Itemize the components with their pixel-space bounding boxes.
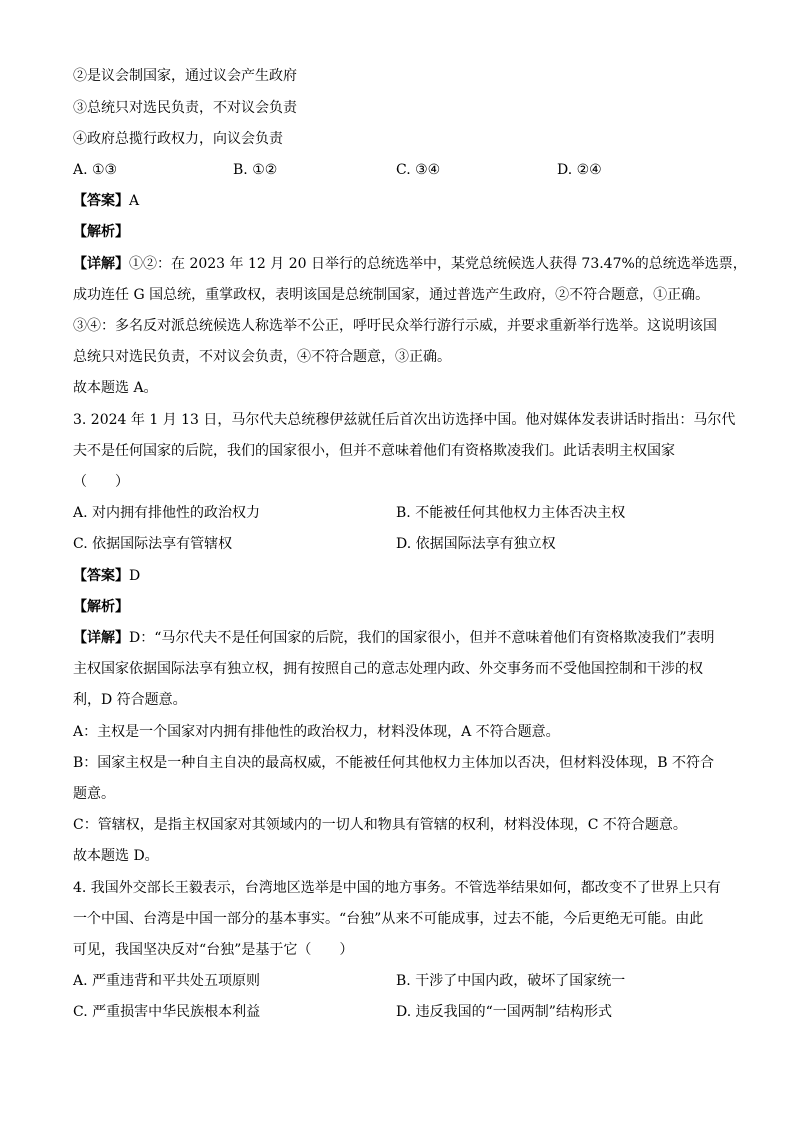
q2-option-d: D. ②④: [557, 162, 602, 178]
q2-item-4: ④政府总揽行政权力，向议会负责: [73, 131, 283, 147]
q4-option-a: A. 严重违背和平共处五项原则: [73, 973, 261, 989]
detail-tag: 【详解】: [73, 256, 129, 272]
q4-option-b: B. 干涉了中国内政，破坏了国家统一: [396, 973, 626, 989]
q2-item-3: ③总统只对选民负责，不对议会负责: [73, 100, 297, 116]
q2-analysis-tag: 【解析】: [73, 224, 129, 240]
q2-detail-line-2: 成功连任 G 国总统，重掌政权，表明该国是总统制国家，通过普选产生政府，②不符合题意，①正确。: [73, 287, 710, 303]
answer-tag: 【答案】: [73, 568, 129, 584]
q3-analysis-tag: 【解析】: [73, 599, 129, 615]
q3-option-a: A. 对内拥有排他性的政治权力: [73, 505, 261, 521]
answer-tag: 【答案】: [73, 193, 129, 209]
q2-option-b: B. ①②: [233, 162, 278, 178]
q3-stem-line-1: 3. 2024 年 1 月 13 日，马尔代夫总统穆伊兹就任后首次出访选择中国。他对媒体发表讲话时指出：马尔代: [73, 412, 736, 428]
q3-detail-line-1: [73, 628, 733, 648]
q3-explain-c: C：管辖权，是指主权国家对其领域内的一切人和物具有管辖的权利，材料没体现，C 不符合题意。: [73, 817, 687, 833]
q3-option-c: C. 依据国际法享有管辖权: [73, 536, 233, 552]
q2-answer-line: [73, 191, 733, 211]
q3-conclusion: 故本题选 D。: [73, 848, 159, 864]
q2-option-c: C. ③④: [396, 162, 441, 178]
q2-item-2: ②是议会制国家，通过议会产生政府: [73, 68, 297, 84]
q4-option-c: C. 严重损害中华民族根本利益: [73, 1004, 261, 1020]
q4-stem-line-3: 可见，我国坚决反对“台独”是基于它（ ）: [73, 942, 354, 958]
q4-stem-line-2: 一个中国、台湾是中国一部分的基本事实。“台独”从来不可能成事，过去不能，今后更绝无可能。由此: [73, 911, 704, 927]
q4-option-d: D. 违反我国的“一国两制”结构形式: [396, 1004, 612, 1020]
q2-detail-text-1: ①②：在 2023 年 12 月 20 日举行的总统选举中，某党总统候选人获得 73.47%的总统选举选票，: [129, 256, 747, 272]
q3-option-b: B. 不能被任何其他权力主体否决主权: [396, 505, 626, 521]
q3-explain-b-2: 题意。: [73, 786, 115, 802]
q3-stem-paren: （ ）: [73, 474, 129, 490]
q2-detail-line-1: [73, 254, 747, 274]
q3-answer-line: [73, 566, 733, 586]
q2-conclusion: 故本题选 A。: [73, 380, 158, 396]
q3-stem-line-2: 夫不是任何国家的后院，我们的国家很小，但并不意味着他们有资格欺凌我们。此话表明主权国家: [73, 443, 675, 459]
q3-explain-b-1: B：国家主权是一种自主自决的最高权威，不能被任何其他权力主体加以否决，但材料没体现，B 不符合: [73, 755, 715, 771]
q2-option-a: A. ①③: [73, 162, 118, 178]
q2-detail-line-4: 总统只对选民负责，不对议会负责，④不符合题意，③正确。: [73, 349, 451, 365]
q2-detail-line-3: ③④：多名反对派总统候选人称选举不公正，呼吁民众举行游行示威，并要求重新举行选举。这说明该国: [73, 318, 717, 334]
q3-detail-line-3: 利，D 符合题意。: [73, 692, 187, 708]
q3-detail-text-1: D：“马尔代夫不是任何国家的后院，我们的国家很小，但并不意味着他们有资格欺凌我们”表明: [129, 630, 715, 646]
q3-option-d: D. 依据国际法享有独立权: [396, 536, 556, 552]
q3-answer: D: [129, 568, 141, 584]
q3-explain-a: A：主权是一个国家对内拥有排他性的政治权力，材料没体现，A 不符合题意。: [73, 724, 560, 740]
q4-stem-line-1: 4. 我国外交部长王毅表示，台湾地区选举是中国的地方事务。不管选举结果如何，都改变不了世界上只有: [73, 880, 721, 896]
q3-detail-line-2: 主权国家依据国际法享有独立权，拥有按照自己的意志处理内政、外交事务而不受他国控制和干涉的权: [73, 661, 703, 677]
q2-answer: A: [129, 193, 140, 209]
detail-tag: 【详解】: [73, 630, 129, 646]
